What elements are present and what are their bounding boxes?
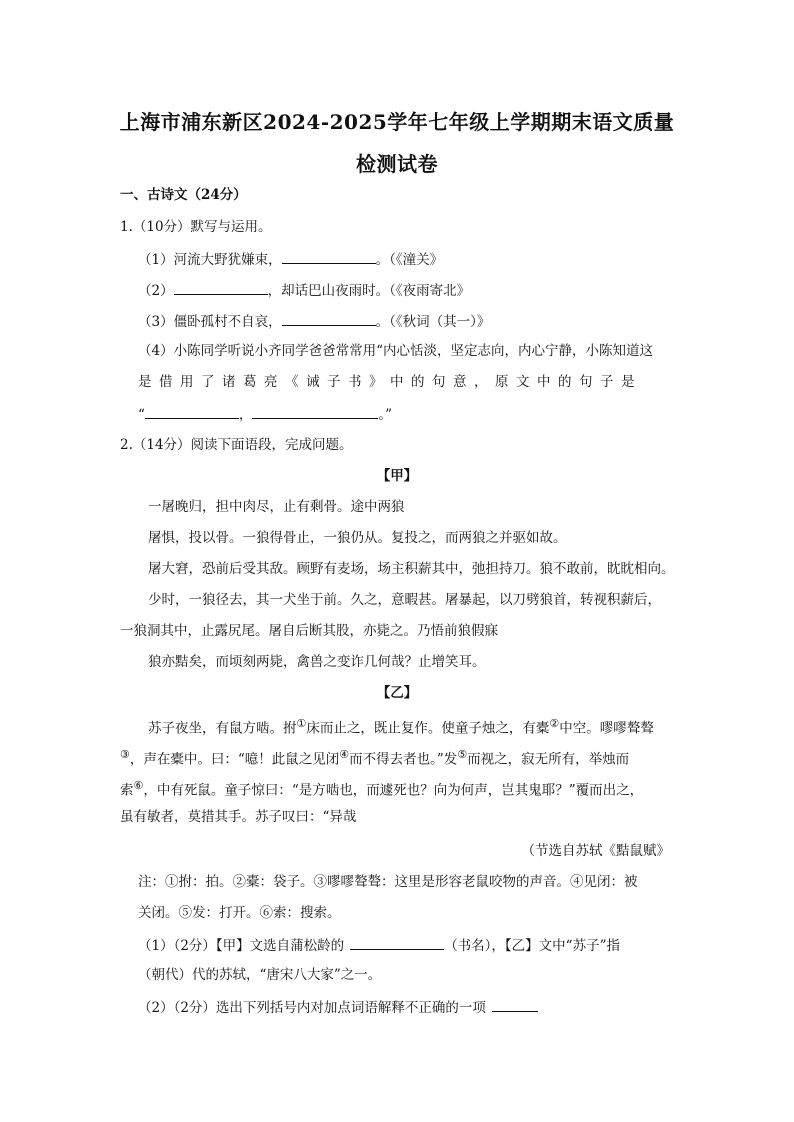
notes-line2: 关闭。⑤发：打开。⑥索：搜索。 (138, 905, 341, 921)
note-marker: ④ (339, 748, 350, 761)
q2-sub1-line2: （朝代）代的苏轼，“唐宋八大家”之一。 (138, 967, 382, 983)
yi-line-3: 索⑥，中有死鼠。童子惊曰：“是方啮也，而遽死也？向为何声，岂其鬼耶？”覆而出之， (120, 779, 644, 799)
answer-blank[interactable] (282, 249, 376, 264)
notes-line1: 注：①拊：拍。②橐：袋子。③嘐嘐聱聱：这里是形容老鼠咬物的声音。④见闭：被 (138, 874, 638, 890)
q2-sub2: （2）（2分）选出下列括号内对加点词语解释不正确的一项 (138, 997, 538, 1017)
note-marker: ② (549, 717, 560, 730)
yi-line-1: 苏子夜坐，有鼠方啮。拊①床而止之，既止复作。使童子烛之，有橐②中空。嘐嘐聱聱 (148, 717, 654, 737)
doc-title-line2: 检测试卷 (356, 152, 438, 176)
q2-sub1-line1: （1）（2分）【甲】文选自蒲松龄的 （书名），【乙】文中“苏子”指 (138, 935, 620, 955)
source-attribution: （节选自苏轼《黠鼠赋》 (521, 843, 670, 859)
answer-blank[interactable] (492, 997, 538, 1012)
note-marker: ⑥ (133, 779, 144, 792)
q1-item2-text: ，却话巴山夜雨时。（《夜雨寄北》 (267, 283, 471, 299)
note-marker: ① (296, 717, 307, 730)
note-marker: ③ (120, 748, 130, 761)
q1-item2-label: （2） (138, 283, 174, 299)
comma: ， (238, 407, 253, 423)
q1-item1 (138, 249, 443, 269)
answer-blank[interactable] (145, 404, 239, 419)
q1-item3-source: 。（《秋词（其一）》 (375, 314, 491, 330)
doc-title-line1: 上海市浦东新区2024-2025学年七年级上学期期末语文质量 (119, 110, 675, 134)
answer-blank[interactable] (174, 280, 268, 295)
q1-item4-line2: 是借用了诸葛亮《诫子书》中的句意，原文中的句子是 (138, 374, 642, 390)
q1-stem: 1.（10分）默写与运用。 (120, 219, 272, 235)
yi-line-4: 虽有敏者，莫措其手。苏子叹曰：“异哉 (120, 809, 357, 825)
jia-heading: 【甲】 (376, 468, 418, 484)
jia-paragraph-2: 屠惧，投以骨。一狼得骨止，一狼仍从。复投之，而两狼之并驱如故。 (148, 530, 567, 546)
jia-paragraph-3: 屠大窘，恐前后受其敌。顾野有麦场，场主积薪其中，弛担持刀。狼不敢前，眈眈相向。 (148, 561, 675, 577)
answer-blank[interactable] (282, 311, 376, 326)
q1-item4-line3 (138, 404, 392, 424)
jia-paragraph-5: 狼亦黠矣，而顷刻两毙，禽兽之变诈几何哉？止增笑耳。 (148, 654, 486, 670)
section-heading: 一、古诗文（24分） (120, 187, 247, 203)
q1-item1-text: （1）河流大野犹嫌束， (138, 252, 282, 268)
q1-item3 (138, 311, 490, 331)
note-marker: ⑤ (457, 748, 468, 761)
answer-blank[interactable] (252, 404, 378, 419)
q1-item2 (138, 280, 470, 300)
answer-blank[interactable] (350, 935, 444, 950)
open-quote: “ (138, 407, 145, 423)
q1-item4-line1: （4）小陈同学听说小齐同学爸爸常常用“内心恬淡，坚定志向，内心宁静，小陈知道这 (138, 343, 653, 359)
q1-item3-text: （3）僵卧孤村不自哀， (138, 314, 282, 330)
jia-paragraph-4-line2: 一狼洞其中，止露尻尾。屠自后断其股，亦毙之。乃悟前狼假寐 (120, 623, 498, 639)
yi-heading: 【乙】 (376, 685, 418, 701)
close-quote: 。” (378, 407, 393, 423)
jia-paragraph-1: 一屠晚归，担中肉尽，止有剩骨。途中两狼 (148, 499, 405, 515)
q2-stem: 2.（14分）阅读下面语段，完成问题。 (120, 437, 353, 453)
yi-line-2: ③，声在橐中。曰：“噫！此鼠之见闭④而不得去者也。”发⑤而视之，寂无所有，举烛而 (120, 748, 630, 768)
jia-paragraph-4-line1: 少时，一狼径去，其一犬坐于前。久之，意暇甚。屠暴起，以刀劈狼首，转视积薪后， (148, 592, 661, 608)
q1-item1-source: 。（《潼关》 (375, 252, 444, 268)
